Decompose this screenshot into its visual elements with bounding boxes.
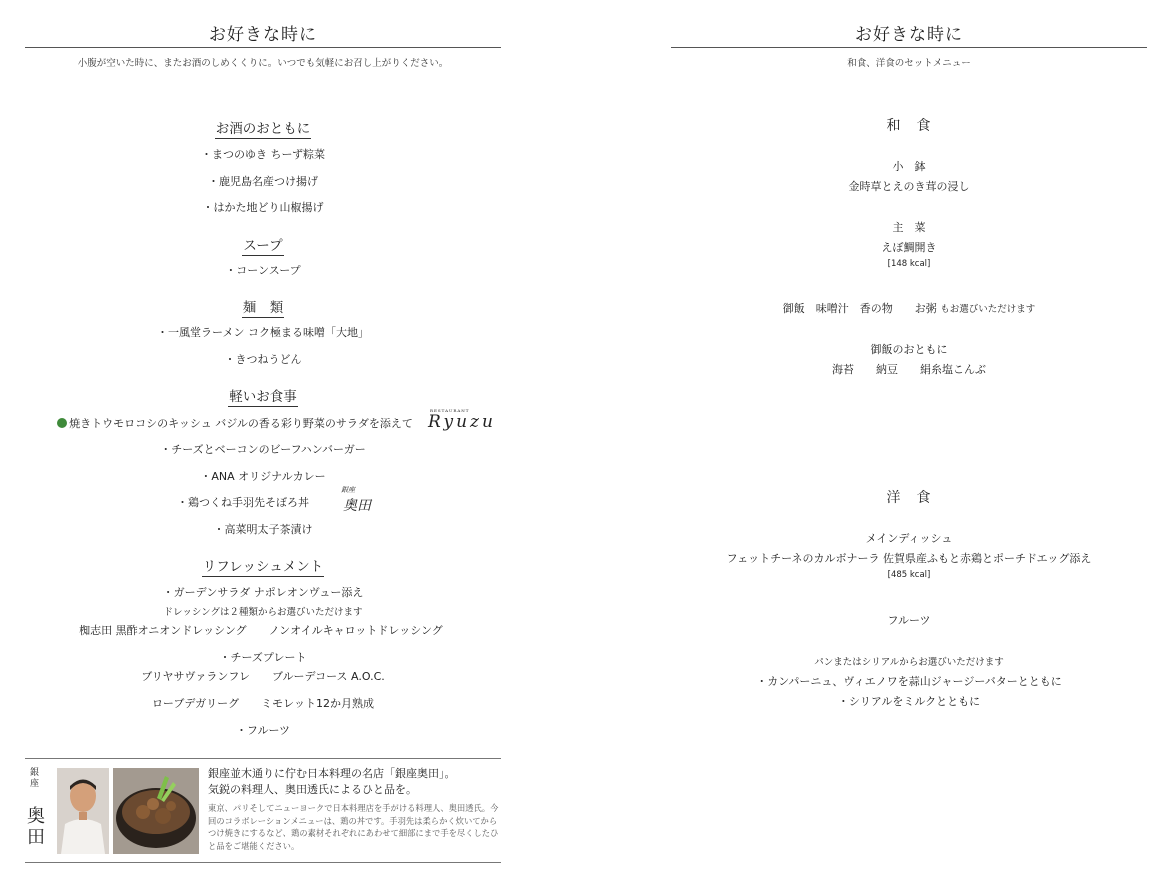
okuda-logo-small: 奥田 [343,498,371,514]
main-dish-item: フェットチーネのカルボナーラ 佐賀県産ふもと赤鶏とポーチドエッグ添え [726,552,1092,565]
left-page-title: お好きな時に [209,25,317,45]
menu-item: ブリヤサヴァランフレ ブルーデコース A.O.C. [141,670,385,683]
menu-item: 椥志田 黒酢オニオンドレッシング ノンオイルキャロットドレッシング [79,624,443,637]
gohan-note: もお選びいただけます [940,304,1036,315]
okuda-footer-logo [27,768,49,856]
footer-description [208,766,503,852]
menu-item: ・はかた地どり山椒揚げ [202,201,324,214]
bread-item-2: ・シリアルをミルクとともに [837,695,981,708]
shusai-item: えぼ鯛開き [881,241,937,254]
shusai-kcal: [148 kcal] [887,259,931,269]
menu-item: ・チーズとベーコンのビーフハンバーガー [160,443,366,456]
okuda-footer-logo-main: 奥田 [27,806,45,848]
menu-item: ・高菜明太子茶漬け [213,523,313,536]
chef-photo [57,768,109,854]
menu-item: ・一風堂ラーメン コク極まる味噌「大地」 [157,326,369,339]
menu-item: ・鶏つくね手羽先そぼろ丼 [177,496,309,509]
okuda-footer-logo-top: 銀座 [30,768,40,789]
section-heading-refreshment: リフレッシュメント [202,559,324,575]
section-heading-noodles: 麺 類 [242,300,284,316]
gohan-line [671,300,1147,316]
gohan-tomo-items: 海苔 納豆 絹糸塩こんぶ [832,363,986,376]
shusai-label: 主 菜 [892,221,926,234]
okuda-logo-small-top: 銀座 [341,486,355,494]
footer-bottom-rule [25,862,501,863]
ryuzu-logo: Ryuzu [428,412,496,432]
washoku-heading: 和 食 [886,118,932,134]
right-title-rule [671,47,1147,48]
menu-note: ドレッシングは２種類からお選びいただけます [163,607,363,618]
menu-item: ・まつのゆき ちーず粽菜 [201,148,325,161]
menu-item: ・ANA オリジナルカレー [200,470,326,483]
kobachi-item: 金時草とえのき茸の浸し [848,180,970,193]
footer-top-rule [25,758,501,759]
donburi-illustration [113,768,199,854]
footer-heading-2: 気鋭の料理人、奥田透氏によるひと品を。 [208,783,417,796]
yoshoku-heading: 洋 食 [886,490,932,506]
menu-item: ・ガーデンサラダ ナポレオンヴュー添え [162,586,364,599]
section-heading-light-meal: 軽いお食事 [229,389,297,405]
menu-item: ・きつねうどん [224,353,302,366]
leaf-icon [57,418,67,428]
fruit-item: フルーツ [887,614,931,627]
menu-item: ・フルーツ [235,724,291,737]
kobachi-label: 小 鉢 [892,160,926,173]
bread-item-1: ・カンパーニュ、ヴィエノワを蒜山ジャージーバターとともに [756,675,1062,688]
right-page-title: お好きな時に [855,25,963,45]
bread-note: パンまたはシリアルからお選びいただけます [814,657,1004,668]
menu-item-quiche: 焼きトウモロコシのキッシュ バジルの香る彩り野菜のサラダを添えて [0,415,473,431]
footer-heading-1: 銀座並木通りに佇む日本料理の名店「銀座奥田」。 [208,767,456,780]
menu-item: ・チーズプレート [219,651,307,664]
ryuzu-logo-caption: RESTAURANT [430,408,470,413]
menu-item: ・鹿児島名産つけ揚げ [208,175,318,188]
chef-illustration [57,768,109,854]
main-dish-kcal: [485 kcal] [887,570,931,580]
menu-item: ・コーンスープ [225,264,301,277]
donburi-photo [113,768,199,854]
footer-body: 東京、パリそしてニューヨークで日本料理店を手がける料理人、奥田透氏。今回のコラボレーションメニューは、鶏の丼です。手羽先は柔らかく炊いてからつけ焼きにするなど、鶏の素材それぞれにあわせて細部にまで手を尽くしたひと品をご堪能ください。 [208,803,499,851]
menu-item: ローブデガリーグ ミモレット12か月熟成 [151,697,375,710]
gohan-tomo-label: 御飯のおともに [870,343,948,356]
right-page-subtitle: 和食、洋食のセットメニュー [847,58,971,69]
left-page-subtitle: 小腹が空いた時に、またお酒のしめくくりに。いつでも気軽にお召し上がりください。 [77,58,449,69]
section-heading-sake: お酒のおともに [215,121,311,137]
gohan-items: 御飯 味噌汁 香の物 お粥 [782,302,937,315]
left-title-rule [25,47,501,48]
main-dish-label: メインディッシュ [865,532,953,545]
section-heading-soup: スープ [243,238,283,254]
